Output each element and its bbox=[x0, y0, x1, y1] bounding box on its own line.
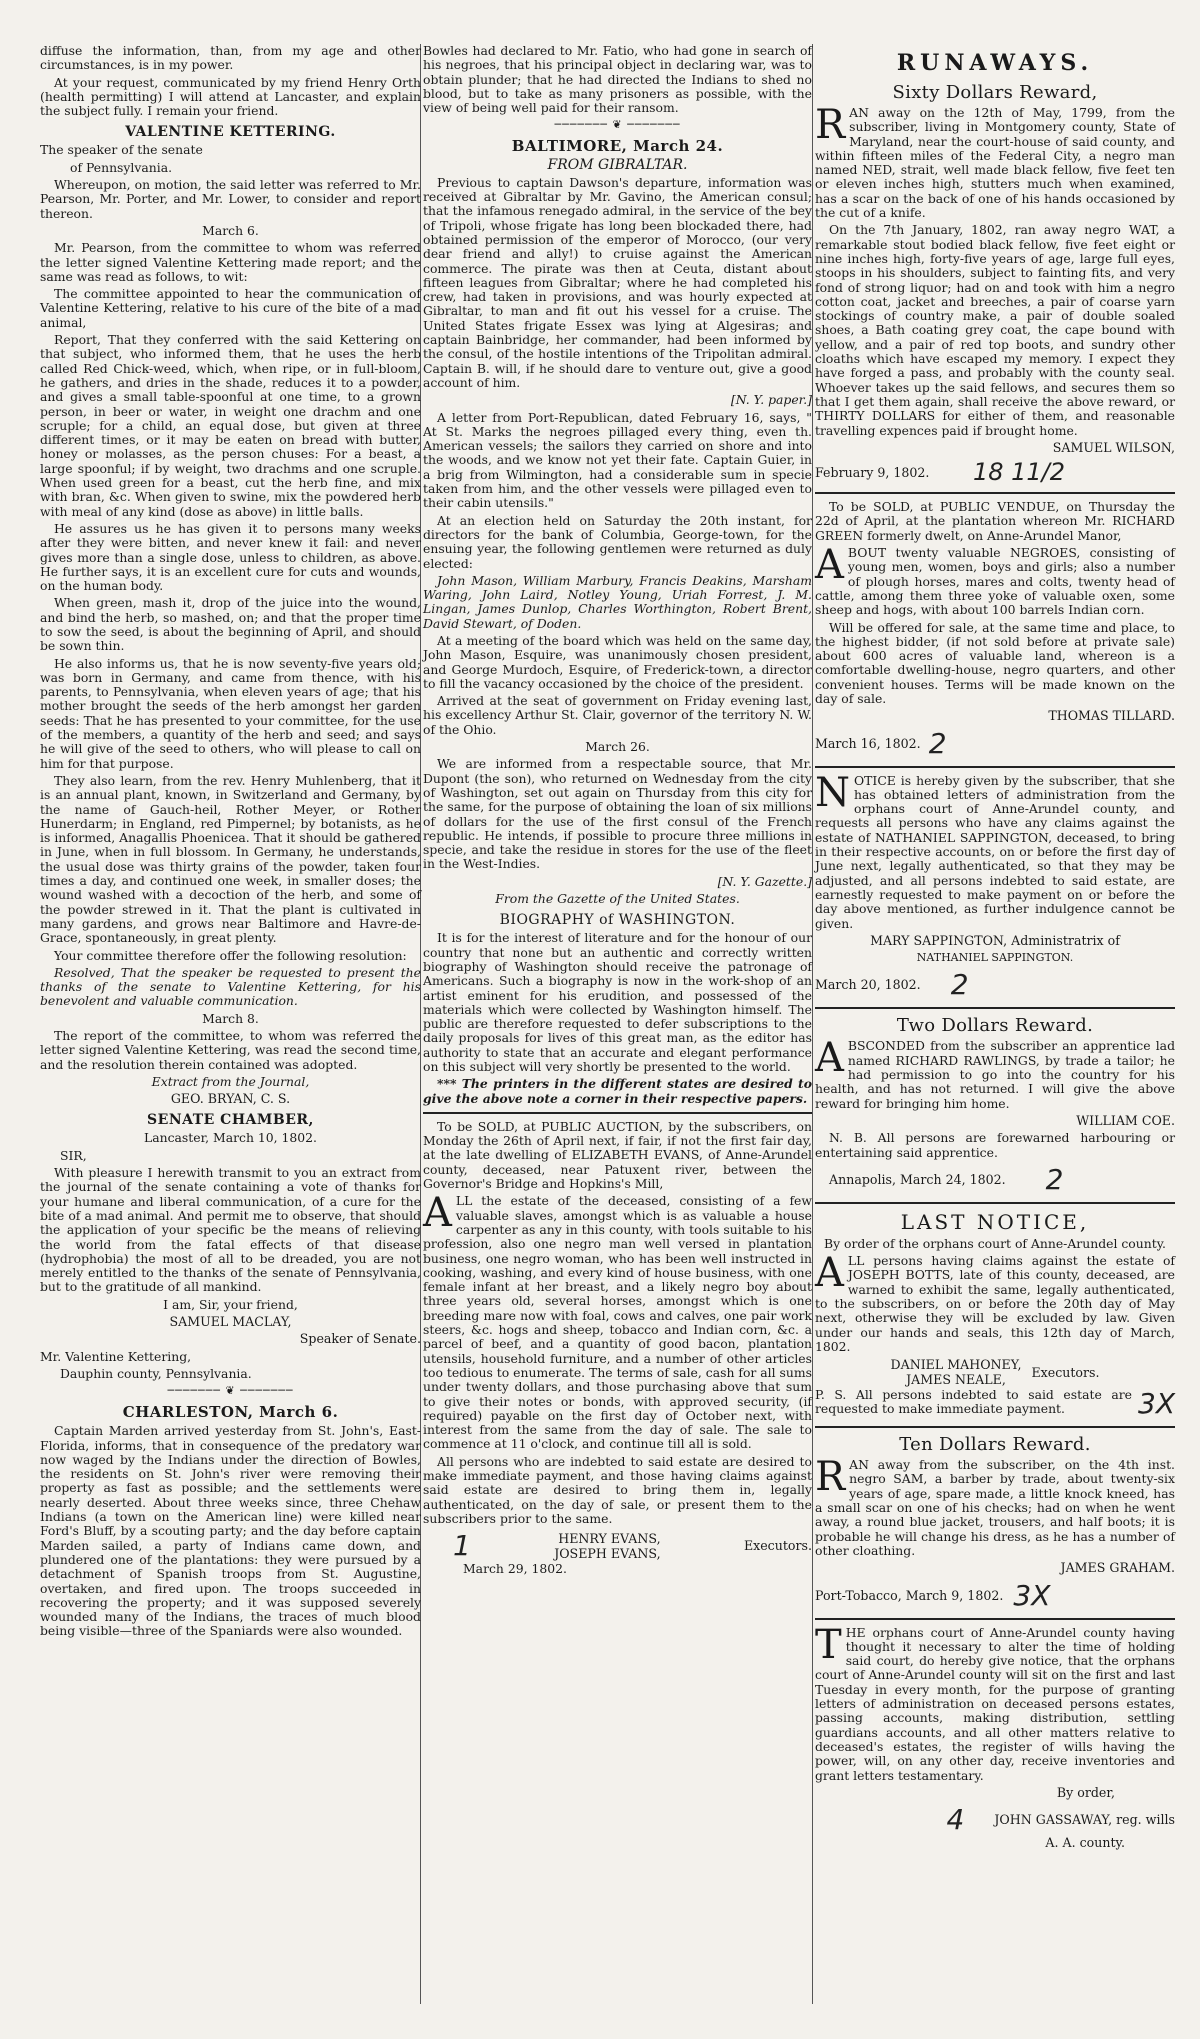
signature: SAMUEL MACLAY, bbox=[169, 1314, 292, 1330]
paragraph: With pleasure I herewith transmit to you an extract from the journal of the senate containing a vote of thanks for your humane and liberal communication, of a cure for the bite of a mad animal. And permit me to observe, that should the application of your specific be the means of relieving the world from the fatal effects of that disease (hydrophobia) the most of all to be dreaded, you are not merely entitled to the thanks of the senate of Pennsylvania, but to the gratitude of all mankind. bbox=[40, 1165, 421, 1295]
ad-heading: Two Dollars Reward. bbox=[896, 1015, 1094, 1037]
address-line: Mr. Valentine Kettering, bbox=[40, 1348, 192, 1364]
signature: JOHN GASSAWAY, reg. wills bbox=[994, 1812, 1175, 1828]
paragraph: At an election held on Saturday the 20th instant, for directors for the bank of Columbia, George-town, for the ensuing year, the following gentlemen were returned as duly elected: bbox=[423, 512, 812, 571]
paragraph: HE orphans court of Anne-Arundel county having thought it necessary to alter the time of holding said court, do hereby give notice, that the orphans court of Anne-Arundel county will sit on the first and last Tuesday in every month, for the purpose of granting letters of administration on deceased persons estates, passing accounts, making distribution, settling guardians accounts, and all other matters relative to deceased's estates, the register of wills having the power, will, on any other day, receive inventories and grant letters testamentary. bbox=[815, 1624, 1175, 1783]
drop-cap: A bbox=[815, 1035, 844, 1082]
paragraph: All persons who are indebted to said estate are desired to make immediate payment, and those having claims against said estate are desired to bring them in, legally authenticated, on the day of sale, or present them to the subscribers prior to the same. bbox=[423, 1453, 812, 1526]
signature: JOSEPH EVANS, bbox=[554, 1545, 661, 1561]
signature: JAMES GRAHAM. bbox=[1060, 1560, 1175, 1576]
drop-cap: A bbox=[815, 542, 844, 589]
section-heading: BALTIMORE, March 24. bbox=[511, 137, 724, 156]
address-line: The speaker of the senate bbox=[40, 142, 203, 158]
column-middle bbox=[423, 44, 812, 1580]
handwritten-mark: 3X bbox=[1013, 1578, 1051, 1612]
section-heading: BIOGRAPHY of WASHINGTON. bbox=[499, 912, 736, 929]
paragraph: On the 7th January, 1802, ran away negro WAT, a remarkable stout bodied black fellow, five feet eight or nine inches high, forty-five years of age, large full eyes, stoops in his shoulders, subject to fainting fits, and very fond of strong liquor; had on and took with him a negro cotton coat, jacket and breeches, a pair of coarse yarn stockings of country make, a pair of double soaled shoes, a Bath coating grey coat, the cape bound with yellow, and a pair of red top boots, and sundry other cloaths which have escaped my memory. I expect they have forged a pass, and probably with the county seal. Whoever takes up the said fellows, and secures them so that I get them again, shall receive the above reward, or THIRTY DOLLARS for either of them, and reasonable travelling expences paid if brought home. bbox=[815, 222, 1175, 438]
divider bbox=[815, 1426, 1175, 1428]
source-note: [N. Y. paper.] bbox=[730, 392, 812, 408]
divider bbox=[815, 766, 1175, 768]
signature: DANIEL MAHONEY, bbox=[890, 1357, 1022, 1373]
handwritten-mark: 3X bbox=[1138, 1387, 1175, 1421]
source-note: [N. Y. Gazette.] bbox=[717, 873, 812, 889]
printers-note: *** The printers in the different states are desired to give the above note a corner in their respective papers. bbox=[423, 1076, 812, 1106]
ad-heading: Ten Dollars Reward. bbox=[899, 1434, 1091, 1456]
column-rule bbox=[812, 44, 813, 2004]
paragraph: John Mason, William Marbury, Francis Deakins, Marsham Waring, John Laird, Notley Young, Uriah Forrest, J. M. Lingan, James Dunlop, Charles Worthington, Robert Brent, David Stewart, of Doden. bbox=[423, 572, 812, 631]
paragraph: To be SOLD, at PUBLIC AUCTION, by the subscribers, on Monday the 26th of April next, if fair, if not the first fair day, at the late dwelling of ELIZABETH EVANS, of Anne-Arundel county, deceased, near Patuxent river, between the Governor's Bridge and Hopkins's Mill, bbox=[423, 1118, 812, 1192]
paragraph: When green, mash it, drop of the juice into the wound, and bind the herb, so mashed, on; and that the proper time to sow the seed, is about the beginning of April, and should be sown thin. bbox=[40, 595, 421, 654]
ornament-divider: ─────── ❦ ─────── bbox=[554, 118, 681, 132]
signature: SAMUEL WILSON, bbox=[1052, 439, 1175, 455]
subheading: By order of the orphans court of Anne-Arundel county. bbox=[824, 1235, 1166, 1251]
signature: MARY SAPPINGTON, Administratrix of bbox=[870, 932, 1120, 948]
column-right bbox=[815, 44, 1175, 1853]
paragraph: To be SOLD, at PUBLIC VENDUE, on Thursday the 22d of April, at the plantation whereon Mr. RICHARD GREEN formerly dwelt, on Anne-Arundel Manor, bbox=[815, 499, 1175, 543]
handwritten-mark: 2 bbox=[1045, 1162, 1064, 1196]
paragraph: At a meeting of the board which was held on the same day, John Mason, Esquire, was unanimously chosen president, and George Murdoch, Esquire, of Frederick-town, a director to fill the vacancy occasioned by the choice of the president. bbox=[423, 632, 812, 691]
drop-cap: A bbox=[815, 1250, 844, 1297]
signature: NATHANIEL SAPPINGTON. bbox=[916, 951, 1074, 965]
dateline: Lancaster, March 10, 1802. bbox=[143, 1130, 317, 1146]
ornament-divider: ─────── ❦ ─────── bbox=[167, 1384, 294, 1398]
dateline: March 6. bbox=[202, 222, 259, 238]
signature-title: A. A. county. bbox=[1045, 1835, 1125, 1851]
paragraph: The report of the committee, to whom was referred the letter signed Valentine Kettering, was read the second time, and the resolution therein contained was adopted. bbox=[40, 1028, 421, 1072]
drop-cap: R bbox=[815, 1454, 846, 1501]
paragraph: Whereupon, on motion, the said letter was referred to Mr. Pearson, Mr. Porter, and Mr. Lower, to consider and report thereon. bbox=[40, 177, 421, 221]
paragraph: BOUT twenty valuable NEGROES, consisting of young men, women, boys and girls; also a number of plough horses, mares and colts, twenty head of cattle, among them three yoke of valuable oxen, some sheep and hogs, with about 100 barrels Indian corn. bbox=[815, 545, 1175, 618]
paragraph: At your request, communicated by my friend Henry Orth (health permitting) I will attend at Lancaster, and explain the subject fully. I remain your friend. bbox=[40, 74, 421, 119]
dateline: March 8. bbox=[202, 1010, 259, 1026]
drop-cap: R bbox=[815, 102, 846, 148]
paragraph: Captain Marden arrived yesterday from St. John's, East-Florida, informs, that in consequence of the predatory war now waged by the Indians under the direction of Bowles, the residents on St. John's river were removing their property as fast as possible; and the settlements were nearly deserted. About three weeks since, three Chehaw Indians (a town on the American line) were killed near Ford's Bluff, by a scouting party; and the day before captain Marden sailed, a party of Indians came down, and plundered one of the plantations: they were pursued by a detachment of Spanish troops from St. Augustine, overtaken, and fired upon. The troops succeeded in recovering the property; and it was supposed severely wounded many of the Indians, the traces of much blood being visible—three of the Spaniards were also wounded. bbox=[40, 1423, 421, 1639]
paragraph: LL the estate of the deceased, consisting of a few valuable slaves, amongst which is as valuable a house carpenter as any in this county, with tools suitable to his profession, also one negro man well versed in plantation business, one negro woman, who has been well instructed in cooking, washing, and every kind of house business, with one female infant at her breast, and a likely negro boy about three years old, several horses, amongst which is one breeding mare now with foal, cows and calves, one pair work steers, &c. hogs and sheep, tobacco and Indian corn, &c. a parcel of beef, and a quantity of good bacon, plantation utensils, household furniture, and a number of other articles too tedious to enumerate. The terms of sale, cash for all sums under twenty dollars, and those purchasing above that sum to give their notes or bonds, with approved security, (if required) payable on the first day of October next, with interest from the same from the day of sale. The sale to commence at 11 o'clock, and continue till all is sold. bbox=[423, 1193, 812, 1452]
paragraph: It is for the interest of literature and for the honour of our country that none but an authentic and correctly written biography of Washington should receive the patronage of Americans. Such a biography is now in the work-shop of an artist eminent for his erudition, and possessed of the materials which were collected by Washington himself. The public are therefore requested to defer subscriptions to the daily proposals for lives of this great man, as the editor has authority to state that an accurate and elegant performance on this subject will very shortly be presented to the world. bbox=[423, 930, 812, 1074]
paragraph: Mr. Pearson, from the committee to whom was referred the letter signed Valentine Kettering made report; and the same was read as follows, to wit: bbox=[40, 240, 421, 284]
divider bbox=[815, 1618, 1175, 1620]
handwritten-mark: 2 bbox=[928, 726, 947, 760]
divider bbox=[815, 1007, 1175, 1009]
signature-title: Speaker of Senate. bbox=[299, 1331, 421, 1347]
address-line: Dauphin county, Pennsylvania. bbox=[60, 1365, 252, 1381]
closing: By order, bbox=[1056, 1784, 1115, 1800]
source-note: From the Gazette of the United States. bbox=[495, 891, 740, 907]
column-left bbox=[40, 44, 421, 1642]
section-heading: RUNAWAYS. bbox=[896, 50, 1094, 76]
signature: THOMAS TILLARD. bbox=[1048, 708, 1175, 724]
signature: HENRY EVANS, bbox=[558, 1530, 661, 1546]
paragraph: AN away on the 12th of May, 1799, from the subscriber, living in Montgomery county, State of Maryland, near the court-house of said county, and within fifteen miles of the Federal City, a negro man named NED, strait, well made black fellow, five feet ten or eleven inches high, stutters much when examined, has a scar on the back of one of his hands occasioned by the cut of a knife. bbox=[815, 105, 1175, 221]
handwritten-mark: 2 bbox=[950, 968, 969, 1002]
paragraph: diffuse the information, than, from my age and other circumstances, is in my power. bbox=[40, 43, 421, 73]
signature: GEO. BRYAN, C. S. bbox=[170, 1091, 291, 1107]
subheading: FROM GIBRALTAR. bbox=[547, 157, 688, 174]
paragraph: P. S. All persons indebted to said estate are requested to make immediate payment. bbox=[815, 1386, 1132, 1417]
paragraph: BSCONDED from the subscriber an apprentice lad named RICHARD RAWLINGS, by trade a tailor; he had permission to go into the country for his health, and has not returned. I will give the above reward for bringing him home. bbox=[815, 1038, 1175, 1111]
dateline: March 26. bbox=[585, 739, 650, 755]
signature-title: Executors. bbox=[743, 1538, 812, 1554]
ad-heading: Sixty Dollars Reward, bbox=[892, 82, 1098, 103]
signature-title: Executors. bbox=[1031, 1364, 1100, 1380]
ad-heading: LAST NOTICE, bbox=[900, 1209, 1090, 1234]
paragraph: N. B. All persons are forewarned harbouring or entertaining said apprentice. bbox=[815, 1130, 1175, 1160]
drop-cap: T bbox=[815, 1621, 842, 1668]
paragraph: They also learn, from the rev. Henry Muhlenberg, that it is an annual plant, known, in Switzerland and Germany, by the name of Gauch-heil, Rother Meyer, or Rother Hunerdarm; in England, red Pimpernel; by botanists, as he is informed, Anagallis Phoenicea. That it should be gathered in June, when in full blossom. In Germany, he understands, the usual dose was thirty grains of the powder, taken four times a day, and continued one week, in smaller doses; the wound washed with a decoction of the herb, and some of the powder strewed in it. That the plant is cultivated in many gardens, and grows near Baltimore and Havre-de-Grace, spontaneously, in great plenty. bbox=[40, 772, 421, 946]
paragraph: A letter from Port-Republican, dated February 16, says, " At St. Marks the negroes pillaged every thing, even th. American vessels; the sailors they carried on shore and into the woods, and we know not yet their fate. Captain Guier, in a brig from Wilmington, had a considerable sum in specie taken from him, and the other vessels were pillaged even to their cabin utensils." bbox=[423, 409, 812, 511]
paragraph: AN away from the subscriber, on the 4th inst. negro SAM, a barber by trade, about twenty-six years of age, spare made, a little knock kneed, has a small scar on one of his checks; had on when he went away, a round blue jacket, trousers, and half boots; it is probable he will change his dress, as he has a number of other cloathing. bbox=[815, 1457, 1175, 1558]
resolution: Resolved, That the speaker be requested to present the thanks of the senate to Valentine Kettering, for his benevolent and valuable communication. bbox=[40, 964, 421, 1009]
section-heading: SENATE CHAMBER, bbox=[147, 1112, 314, 1129]
signature: VALENTINE KETTERING. bbox=[125, 124, 336, 141]
paragraph: LL persons having claims against the estate of JOSEPH BOTTS, late of this county, deceased, are warned to exhibit the same, legally authenticated, to the subscribers, on or before the 20th day of May next, otherwise they will be excluded by law. Given under our hands and seals, this 12th day of March, 1802. bbox=[815, 1253, 1175, 1354]
handwritten-mark: 4 bbox=[946, 1803, 965, 1837]
dateline: March 16, 1802. bbox=[815, 735, 921, 751]
paragraph: Will be offered for sale, at the same time and place, to the highest bidder, (if not sold before at private sale) about 600 acres of valuable land, whereon is a comfortable dwelling-house, negro quarters, and other convenient houses. Terms will be made known on the day of sale. bbox=[815, 619, 1175, 706]
drop-cap: N bbox=[815, 769, 850, 816]
closing: I am, Sir, your friend, bbox=[163, 1296, 298, 1312]
divider bbox=[815, 492, 1175, 494]
dateline: Port-Tobacco, March 9, 1802. bbox=[815, 1587, 1004, 1603]
dateline: February 9, 1802. bbox=[815, 464, 930, 480]
paragraph: Your committee therefore offer the following resolution: bbox=[54, 947, 407, 963]
dateline: March 20, 1802. bbox=[815, 977, 921, 993]
signature: WILLIAM COE. bbox=[1076, 1112, 1175, 1128]
dateline: Annapolis, March 24, 1802. bbox=[829, 1171, 1006, 1187]
paragraph: OTICE is hereby given by the subscriber, that she has obtained letters of administration from the orphans court of Anne-Arundel county, and requests all persons who have any claims against the estate of NATHANIEL SAPPINGTON, deceased, to bring in their respective accounts, on or before the first day of June next, legally authenticated, so that they may be adjusted, and all persons indebted to said estate, are earnestly requested to make payment on or before the day above mentioned, as further indulgence cannot be given. bbox=[815, 772, 1175, 931]
handwritten-mark: 18 11/2 bbox=[972, 458, 1065, 487]
divider bbox=[423, 1112, 812, 1114]
paragraph: Bowles had declared to Mr. Fatio, who had gone in search of his negroes, that his principal object in declaring war, was to obtain plunder; that he had directed the Indians to shed no blood, but to take as many prisoners as possible, with the view of being well paid for their ransom. bbox=[423, 43, 812, 116]
paragraph: Previous to captain Dawson's departure, information was received at Gibraltar by Mr. Gavino, the American consul; that the infamous renegado admiral, in the service of the bey of Tripoli, whose frigate has long been blockaded there, had obtained permission of the emperor of Morocco, (our very dear friend and ally!) to cruise against the American commerce. The pirate was then at Ceuta, distant about fifteen leagues from Gibraltar; where he had completed his crew, had taken in provisions, and was hourly expected at Gibraltar, to man and fit out his vessel for a cruise. The United States frigate Essex was lying at Algesiras; and captain Bainbridge, her commander, had been informed by the consul, of the hostile intentions of the Tripolitan admiral. Captain B. will, if he should dare to venture out, give a good account of him. bbox=[423, 174, 812, 390]
signature: JAMES NEALE, bbox=[906, 1372, 1006, 1388]
section-heading: CHARLESTON, March 6. bbox=[122, 1403, 339, 1422]
drop-cap: A bbox=[423, 1190, 452, 1237]
paragraph: Report, That they conferred with the said Kettering on that subject, who informed them, that he uses the herb called Red Chick-weed, which, when ripe, or in full-bloom, he gathers, and dries in the shade, reduces it to a powder, and gives a small table-spoonful at one time, to a grown person, in beer or water, in weight one drachm and one scruple; for a child, an equal dose, but given at three different times, or it may be eaten on bread with butter, honey or molasses, as the person chuses: For a beast, a large spoonful; if by weight, two drachms and one scruple. When used green for a beast, cut the herb fine, and mix with bran, &c. When given to swine, mix the powdered herb with meal of any kind (dose as above) in little balls. bbox=[40, 332, 421, 519]
paragraph: He also informs us, that he is now seventy-five years old; was born in Germany, and came from thence, with his parents, to Pennsylvania, when eleven years of age; that his mother brought the seeds of the herb amongst her garden seeds: That he has presented to your committee, for the use of the members, a quantity of the herb and seed; and says he will give of the seed to others, who will please to call on him for that purpose. bbox=[40, 655, 421, 771]
divider bbox=[815, 1202, 1175, 1204]
paragraph: He assures us he has given it to persons many weeks after they were bitten, and never knew it fail: and never gives more than a single dose, unless to children, as above. He further says, it is an excellent cure for cuts and wounds, on the human body. bbox=[40, 520, 421, 594]
dateline: March 29, 1802. bbox=[463, 1561, 567, 1577]
handwritten-mark: 1 bbox=[453, 1529, 471, 1563]
address-line: of Pennsylvania. bbox=[70, 159, 173, 175]
extract-note: Extract from the Journal, bbox=[151, 1073, 310, 1089]
salutation: SIR, bbox=[60, 1147, 87, 1163]
paragraph: Arrived at the seat of government on Friday evening last, his excellency Arthur St. Clair, governor of the territory N. W. of the Ohio. bbox=[423, 693, 812, 737]
paragraph: The committee appointed to hear the communication of Valentine Kettering, relative to his cure of the bite of a mad animal, bbox=[40, 286, 421, 330]
paragraph: We are informed from a respectable source, that Mr. Dupont (the son), who returned on Wednesday from the city of Washington, set out again on Thursday from this city for the same, for the purpose of obtaining the loan of six millions of dollars for the use of the first consul of the French republic. He intends, if possible to procure three millions in specie, and take the residue in stores for the use of the fleet in the West-Indies. bbox=[423, 756, 812, 872]
